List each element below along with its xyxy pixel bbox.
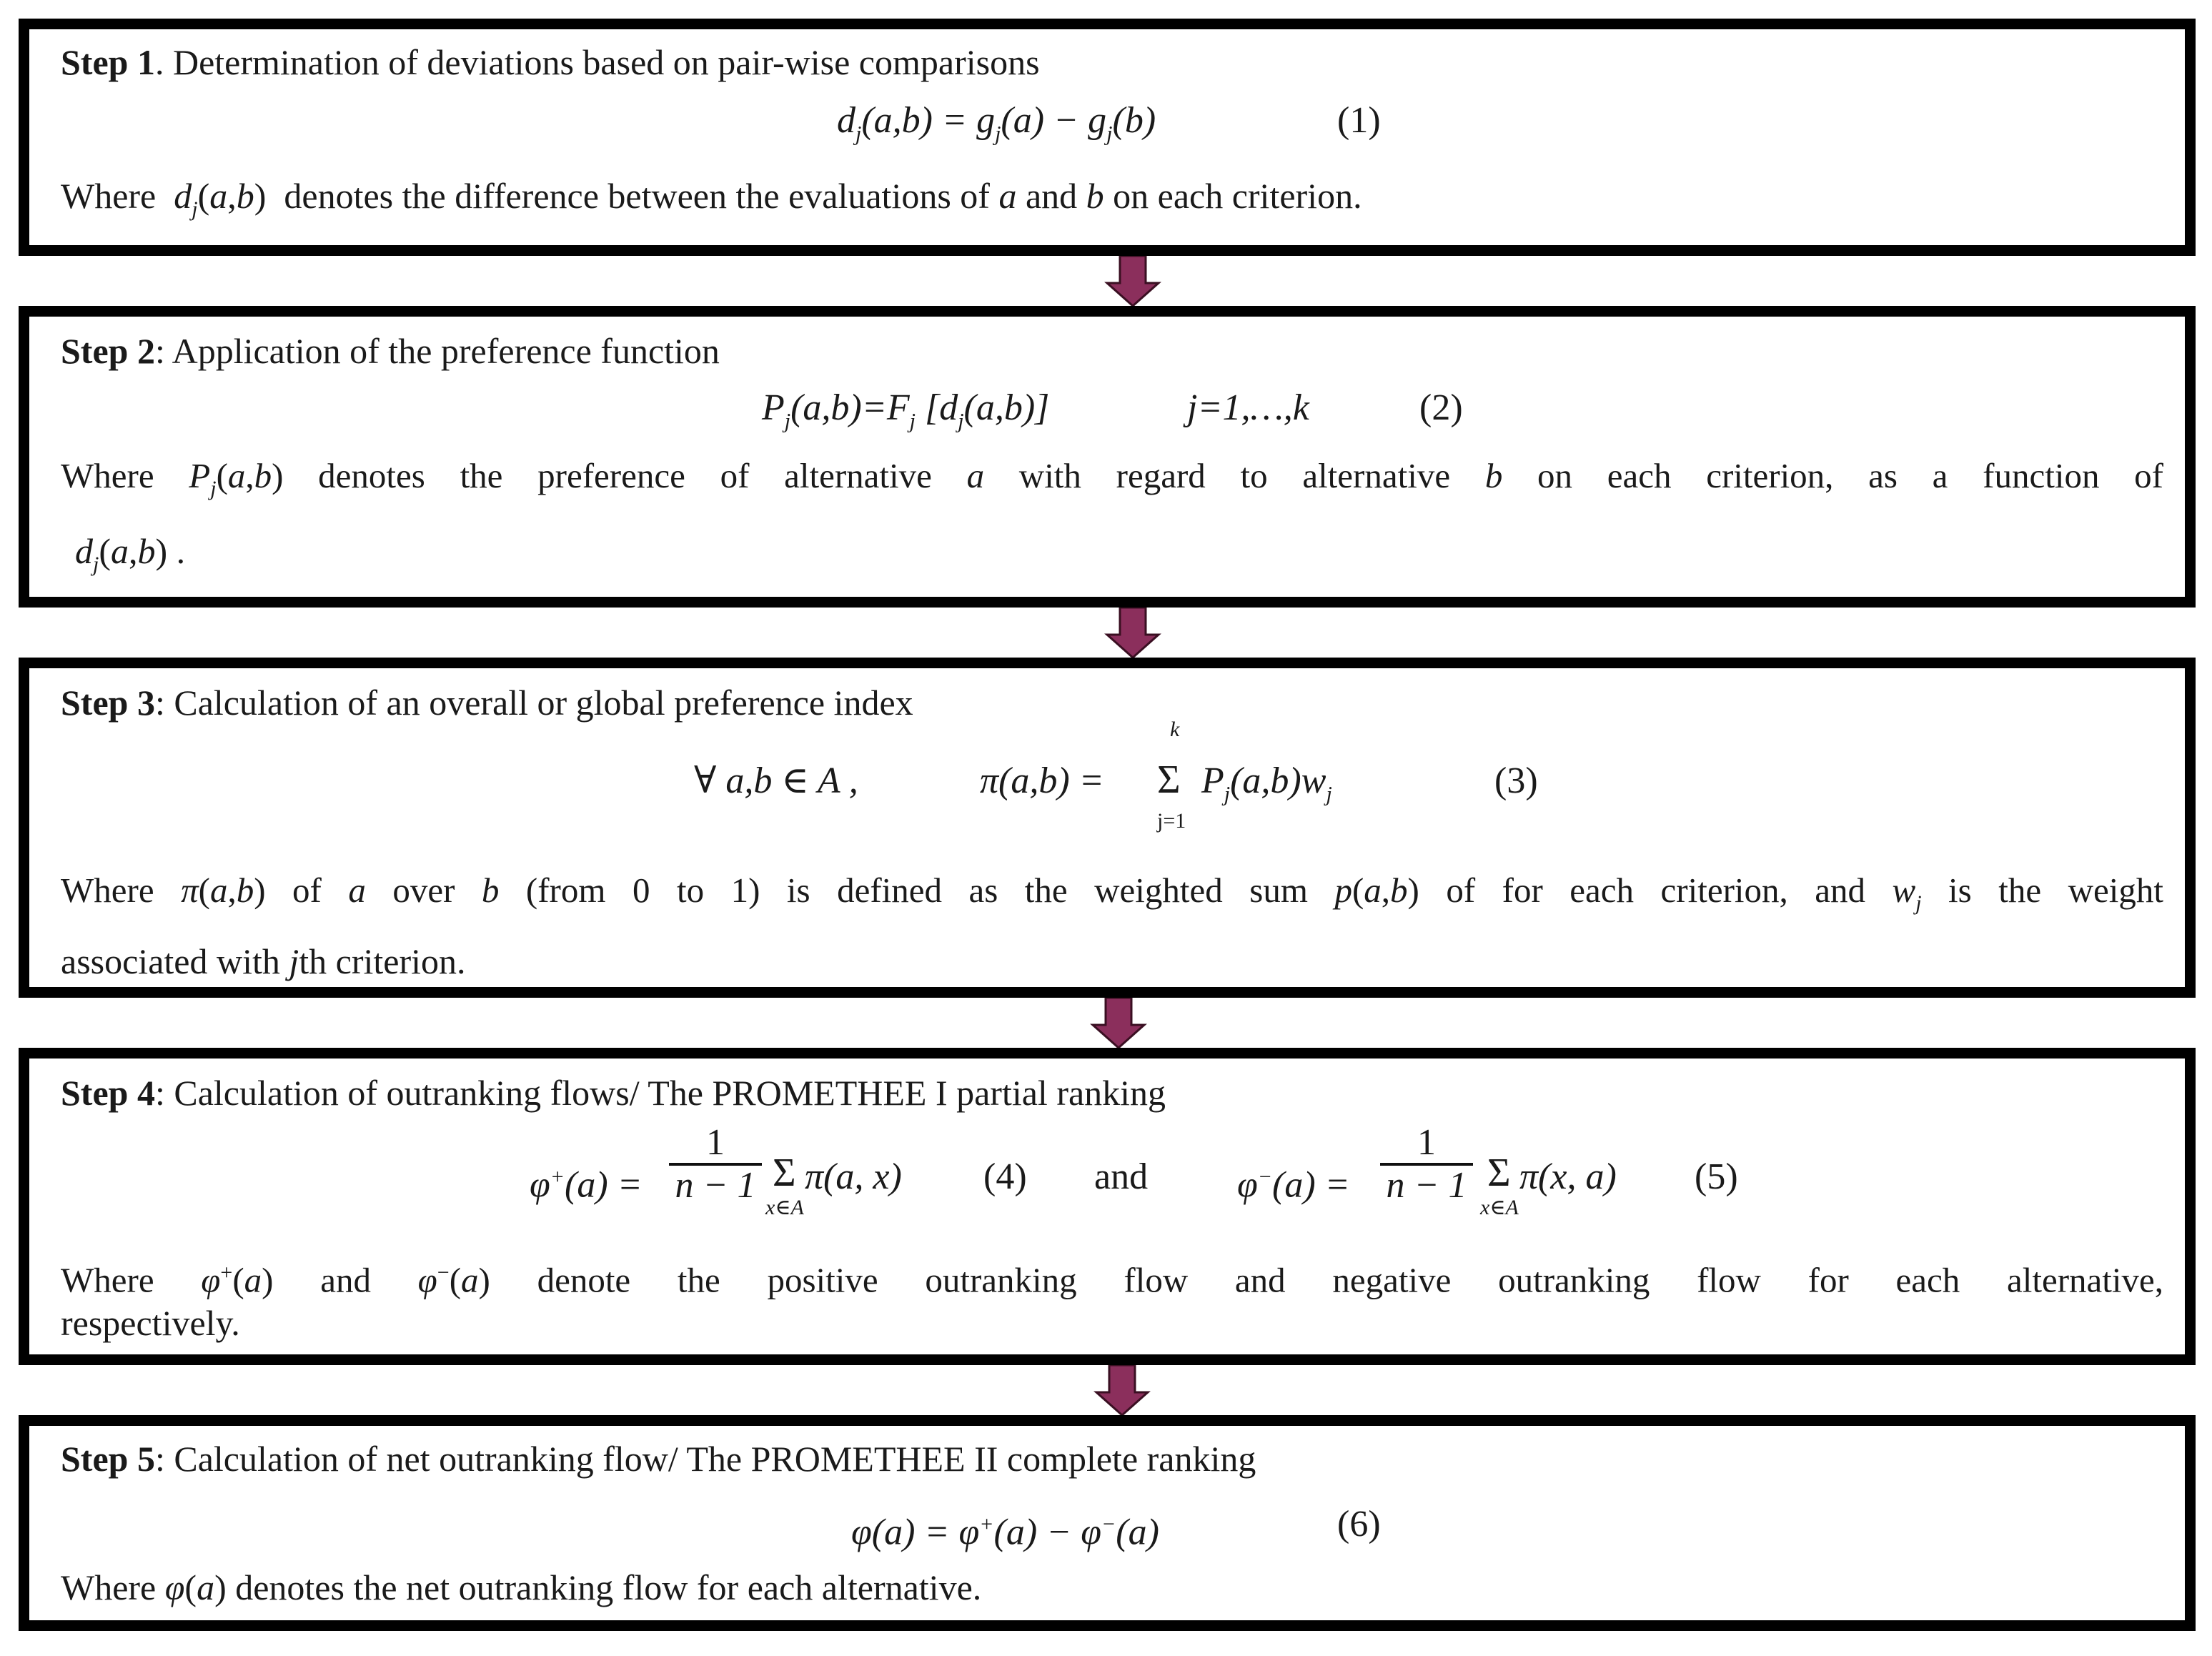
- equation-1-text: $d_j(a,b) = g_j(a) - g_j(b)$: [837, 100, 1156, 146]
- step-1-label: Step 1: [61, 42, 155, 82]
- sum-upper-limit: k: [1170, 718, 1180, 741]
- fraction-bar: n − 1: [669, 1163, 762, 1206]
- equation-6-number: (6): [1337, 1504, 1381, 1545]
- equation-1-number: (1): [1337, 100, 1381, 141]
- step-1-title: . Determination of deviations based on pair-wise comparisons: [154, 42, 1040, 82]
- step-2-label: Step 2: [61, 331, 155, 371]
- sum-lower-limit: x∈A: [765, 1196, 804, 1219]
- equation-5-fraction: [1380, 1123, 1473, 1206]
- step-5-description: Where φ(a) denotes the net outranking flow for each alternative.: [61, 1567, 982, 1607]
- fraction-numerator: 1: [1417, 1122, 1436, 1163]
- equation-1: [837, 101, 1156, 154]
- arrow-down-icon: [1093, 1365, 1151, 1415]
- equation-4-fraction: [669, 1123, 762, 1206]
- equation-4-number: (4): [983, 1156, 1027, 1197]
- step-2-description-line-1: Where $P_j(a,b)$ denotes the preference of alternative a with regard to alternative b on each criterion, as a function of: [61, 456, 2163, 500]
- step-3-label: Step 3: [61, 683, 155, 723]
- step-4-title: : Calculation of outranking flows/ The PROMETHEE I partial ranking: [154, 1073, 1166, 1113]
- equation-2-number: (2): [1419, 387, 1463, 428]
- step-4-description-line-1: Where φ+(a) and φ−(a) denote the positive outranking flow and negative outranking flow for each alternative,: [61, 1260, 2163, 1300]
- step-3-title: : Calculation of an overall or global preference index: [154, 683, 913, 723]
- step-5-heading: [61, 1439, 1256, 1479]
- step-2-heading: [61, 331, 720, 371]
- step-4-box: [19, 1048, 2196, 1365]
- equation-3-number: (3): [1494, 760, 1538, 801]
- fraction-numerator: 1: [706, 1122, 725, 1163]
- step-5-box: [19, 1415, 2196, 1631]
- step-4-heading: [61, 1073, 1166, 1113]
- step-5-title: : Calculation of net outranking flow/ The PROMETHEE II complete ranking: [154, 1439, 1256, 1479]
- equation-6: φ(a) = φ+(a) − φ−(a): [851, 1512, 1159, 1553]
- sum-symbol: Σ: [1157, 758, 1181, 802]
- equation-3-rhs: $P_j(a,b)w_j$: [1201, 760, 1332, 806]
- step-5-label: Step 5: [61, 1439, 155, 1479]
- condition-3: ∀ a,b ∈ A ,: [694, 760, 858, 801]
- equation-2: $P_j(a,b)=F_j$ $[d_j(a,b)]$: [762, 387, 1050, 433]
- step-2-title: : Application of the preference function: [154, 331, 720, 371]
- step-3-heading: [61, 683, 913, 723]
- arrow-down-icon: [1104, 256, 1161, 306]
- sum-symbol: Σ: [773, 1151, 796, 1195]
- equation-5-lhs: φ−(a) =: [1237, 1164, 1350, 1206]
- equation-3-lhs: π(a,b) =: [980, 760, 1104, 801]
- sum-lower-limit: x∈A: [1480, 1196, 1519, 1219]
- step-1-heading: [61, 42, 1040, 82]
- step-4-label: Step 4: [61, 1073, 155, 1113]
- sum-symbol: Σ: [1487, 1151, 1511, 1195]
- step-2-box: [19, 306, 2196, 608]
- step-1-description: Where $d_j(a,b)$ denotes the difference between the evaluations of a and b on each criterion.: [61, 176, 1362, 221]
- step-4-description-line-2: respectively.: [61, 1303, 240, 1343]
- step-3-description-line-2: associated with jth criterion.: [61, 941, 466, 981]
- conjunction-and: and: [1094, 1156, 1149, 1197]
- step-2-description-line-2: $d_j(a,b)$ .: [75, 531, 186, 576]
- step-3-box: [19, 658, 2196, 998]
- equation-5-rhs: π(x, a): [1519, 1156, 1617, 1197]
- step-1-box: [19, 19, 2196, 256]
- arrow-down-icon: [1090, 998, 1147, 1048]
- equation-4-rhs: π(a, x): [805, 1156, 902, 1197]
- step-3-description-line-1: Where π(a,b) of a over b (from 0 to 1) is defined as the weighted sum p(a,b) of for each criterion, and $w_j$ is the weight: [61, 871, 2163, 915]
- sum-lower-limit: j=1: [1157, 809, 1186, 833]
- equation-4-lhs: φ+(a) =: [530, 1164, 643, 1206]
- equation-5-number: (5): [1695, 1156, 1738, 1197]
- fraction-bar: n − 1: [1380, 1163, 1473, 1206]
- arrow-down-icon: [1104, 608, 1161, 658]
- equation-2-range: j=1,…,k: [1187, 387, 1309, 428]
